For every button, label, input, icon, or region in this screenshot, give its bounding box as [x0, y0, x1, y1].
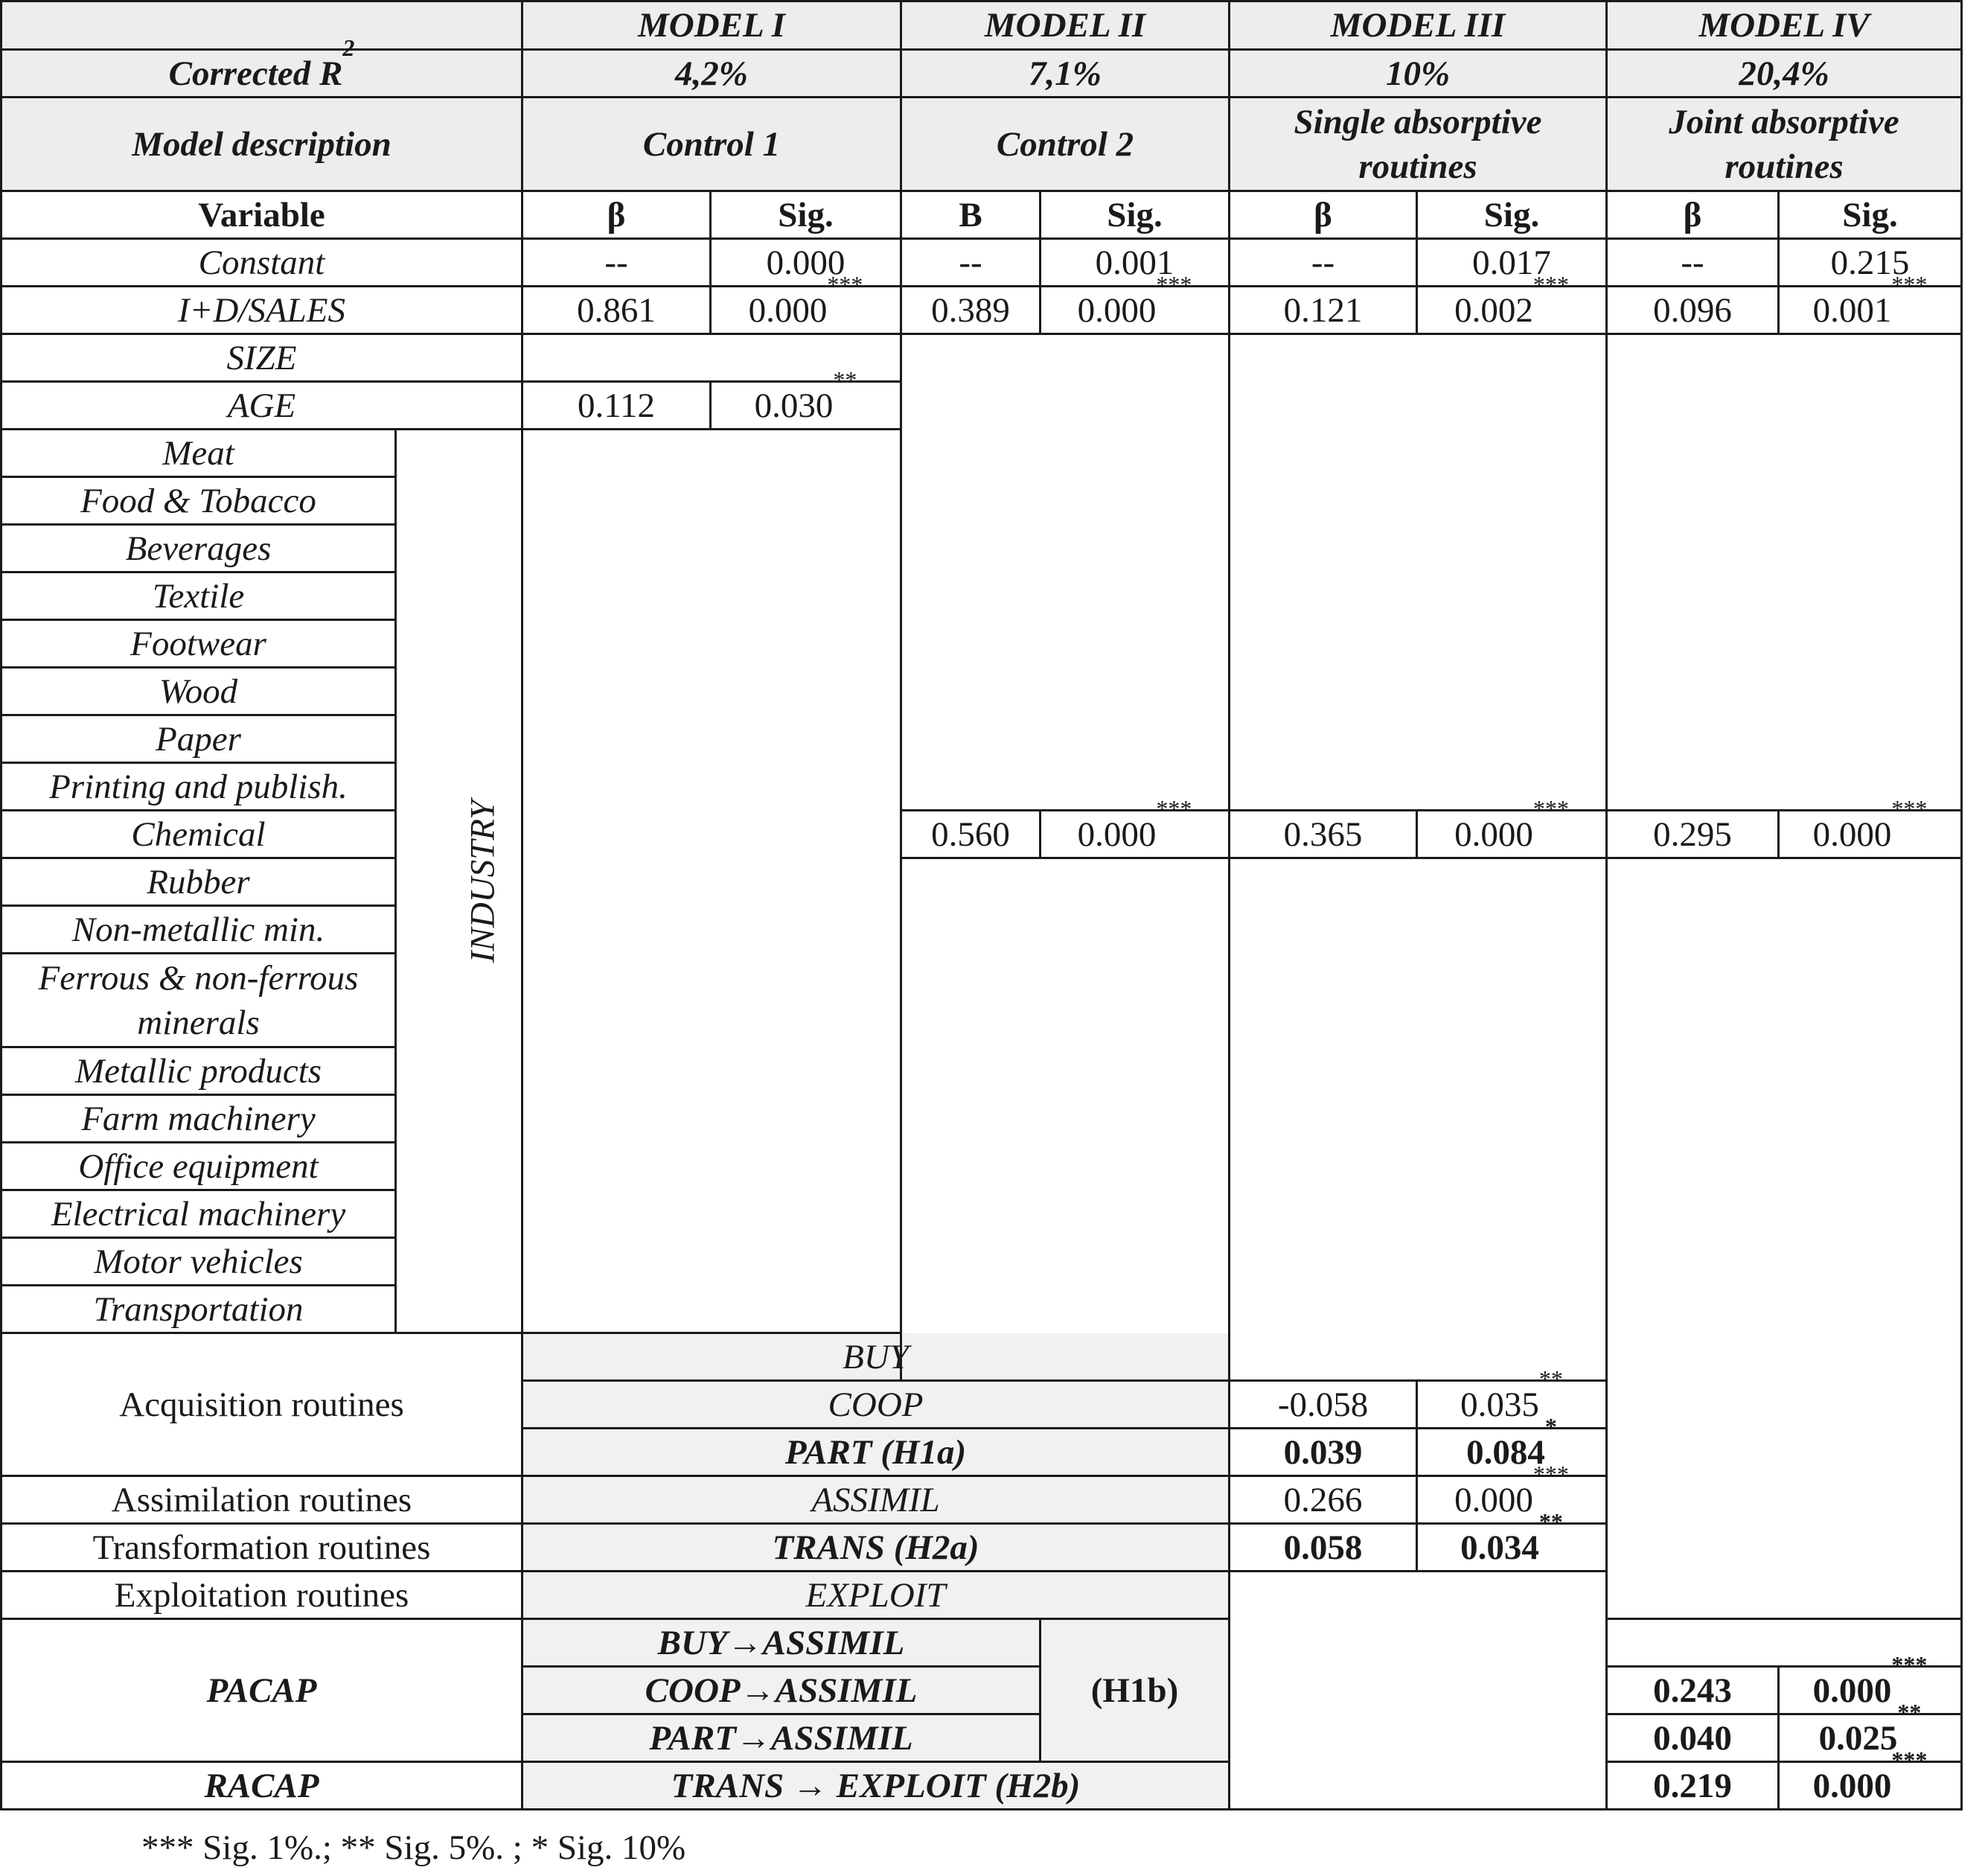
- variable-label: COOP→ASSIMIL: [522, 1667, 1041, 1714]
- empty-block: [1230, 334, 1607, 811]
- industry-label: Meat: [1, 430, 396, 477]
- col-label: β: [1230, 191, 1417, 239]
- cell: 0.002***: [1417, 287, 1607, 334]
- row-label: SIZE: [1, 334, 522, 382]
- variable-label: COOP: [522, 1381, 1230, 1429]
- industry-label: Paper: [1, 715, 396, 763]
- industry-label: Chemical: [1, 811, 396, 858]
- description-row: [1, 98, 1962, 191]
- col-label: Sig.: [1041, 191, 1230, 239]
- row-label: I+D/SALES: [1, 287, 522, 334]
- cell: 0.017: [1417, 239, 1607, 287]
- group-label: Acquisition routines: [1, 1333, 522, 1476]
- table-row: [1, 334, 1962, 382]
- r2-label: Corrected $R^2$: [1, 50, 522, 98]
- cell: -0.058: [1230, 1381, 1417, 1429]
- model-1-header: MODEL I: [522, 1, 901, 50]
- industry-label: Beverages: [1, 525, 396, 572]
- description-model-2: Control 2: [901, 98, 1230, 191]
- cell: 0.295: [1607, 811, 1779, 858]
- variable-label: BUY: [522, 1333, 1230, 1381]
- cell: 0.389: [901, 287, 1041, 334]
- industry-label: Wood: [1, 668, 396, 715]
- group-label: Exploitation routines: [1, 1572, 522, 1619]
- r2-model-4: 20,4%: [1607, 50, 1962, 98]
- cell: 0.000***: [1779, 1762, 1962, 1810]
- cell: 0.112: [522, 382, 711, 430]
- col-label: Sig.: [1417, 191, 1607, 239]
- variable-label: ASSIMIL: [522, 1476, 1230, 1524]
- variable-label: EXPLOIT: [522, 1572, 1230, 1619]
- group-label: RACAP: [1, 1762, 522, 1810]
- cell: 0.001***: [1779, 287, 1962, 334]
- cell: 0.215: [1779, 239, 1962, 287]
- col-label: β: [522, 191, 711, 239]
- cell: 0.000***: [1779, 811, 1962, 858]
- description-model-1: Control 1: [522, 98, 901, 191]
- table-row: [1, 287, 1962, 334]
- hypothesis-label: (H1b): [1041, 1619, 1230, 1762]
- cell: 0.560: [901, 811, 1041, 858]
- corner-cell: [1, 1, 522, 50]
- cell: --: [901, 239, 1041, 287]
- description-model-4: Joint absorptive routines: [1607, 98, 1962, 191]
- table-row: [1, 239, 1962, 287]
- variable-label: TRANS (H2a): [522, 1524, 1230, 1572]
- col-label: Sig.: [711, 191, 901, 239]
- footnote: *** Sig. 1%.; ** Sig. 5%. ; * Sig. 10%: [141, 1828, 686, 1867]
- cell: 0.034**: [1417, 1524, 1607, 1572]
- cell: 0.243: [1607, 1667, 1779, 1714]
- group-label: PACAP: [1, 1619, 522, 1762]
- table-row: [1, 811, 1962, 858]
- variable-label: BUY→ASSIMIL: [522, 1619, 1041, 1667]
- empty-block: [1607, 858, 1962, 1619]
- r2-model-2: 7,1%: [901, 50, 1230, 98]
- industry-label: Textile: [1, 572, 396, 620]
- empty-block: [1607, 334, 1962, 811]
- cell: 0.040: [1607, 1714, 1779, 1762]
- cell: 0.219: [1607, 1762, 1779, 1810]
- cell: 0.000: [711, 239, 901, 287]
- cell: 0.000***: [1041, 811, 1230, 858]
- cell: 0.000***: [1779, 1667, 1962, 1714]
- col-label: Sig.: [1779, 191, 1962, 239]
- row-label: AGE: [1, 382, 522, 430]
- r2-model-3: 10%: [1230, 50, 1607, 98]
- variable-label: TRANS → EXPLOIT (H2b): [522, 1762, 1230, 1810]
- model-4-header: MODEL IV: [1607, 1, 1962, 50]
- cell: 0.035**: [1417, 1381, 1607, 1429]
- industry-label: Non-metallic min.: [1, 906, 396, 954]
- variable-label: PART→ASSIMIL: [522, 1714, 1041, 1762]
- variable-label: PART (H1a): [522, 1429, 1230, 1476]
- industry-label: Farm machinery: [1, 1095, 396, 1143]
- cell: --: [1607, 239, 1779, 287]
- col-label: B: [901, 191, 1041, 239]
- cell: 0.025**: [1779, 1714, 1962, 1762]
- col-label: β: [1607, 191, 1779, 239]
- empty-block: [1230, 1572, 1607, 1810]
- industry-label: Motor vehicles: [1, 1238, 396, 1286]
- cell: 0.096: [1607, 287, 1779, 334]
- cell: 0.001: [1041, 239, 1230, 287]
- model-3-header: MODEL III: [1230, 1, 1607, 50]
- cell: 0.365: [1230, 811, 1417, 858]
- cell: 0.039: [1230, 1429, 1417, 1476]
- cell: 0.058: [1230, 1524, 1417, 1572]
- variable-label: Variable: [1, 191, 522, 239]
- cell: --: [522, 239, 711, 287]
- cell: --: [1230, 239, 1417, 287]
- industry-label: Office equipment: [1, 1143, 396, 1190]
- industry-label: Printing and publish.: [1, 763, 396, 811]
- cell: 0.000***: [1041, 287, 1230, 334]
- industry-label: Rubber: [1, 858, 396, 906]
- model-header-row: [1, 1, 1962, 50]
- empty-block: [522, 430, 901, 1333]
- model-2-header: MODEL II: [901, 1, 1230, 50]
- empty-block: [1230, 858, 1607, 1381]
- empty-block: [901, 334, 1230, 811]
- row-label: Constant: [1, 239, 522, 287]
- table-row: [1, 1762, 1962, 1810]
- cell: 0.121: [1230, 287, 1417, 334]
- industry-label: Transportation: [1, 1286, 396, 1333]
- industry-label: Electrical machinery: [1, 1190, 396, 1238]
- table-row: [1, 858, 1962, 906]
- r2-row: [1, 50, 1962, 98]
- empty-block: [901, 858, 1230, 1381]
- cell: 0.030**: [711, 382, 901, 430]
- industry-label: Food & Tobacco: [1, 477, 396, 525]
- column-label-row: [1, 191, 1962, 239]
- industry-group-label: INDUSTRY: [396, 430, 522, 1333]
- cell: 0.000***: [1417, 811, 1607, 858]
- r2-model-1: 4,2%: [522, 50, 901, 98]
- industry-label: Metallic products: [1, 1047, 396, 1095]
- description-label: Model description: [1, 98, 522, 191]
- cell: 0.000***: [1417, 1476, 1607, 1524]
- table-row: [1, 1619, 1962, 1667]
- group-label: Assimilation routines: [1, 1476, 522, 1524]
- cell: 0.861: [522, 287, 711, 334]
- industry-label: Footwear: [1, 620, 396, 668]
- cell: 0.084*: [1417, 1429, 1607, 1476]
- group-label: Transformation routines: [1, 1524, 522, 1572]
- description-model-3: Single absorptive routines: [1230, 98, 1607, 191]
- industry-label: Ferrous & non-ferrous minerals: [1, 954, 396, 1047]
- cell: 0.000***: [711, 287, 901, 334]
- cell: 0.266: [1230, 1476, 1417, 1524]
